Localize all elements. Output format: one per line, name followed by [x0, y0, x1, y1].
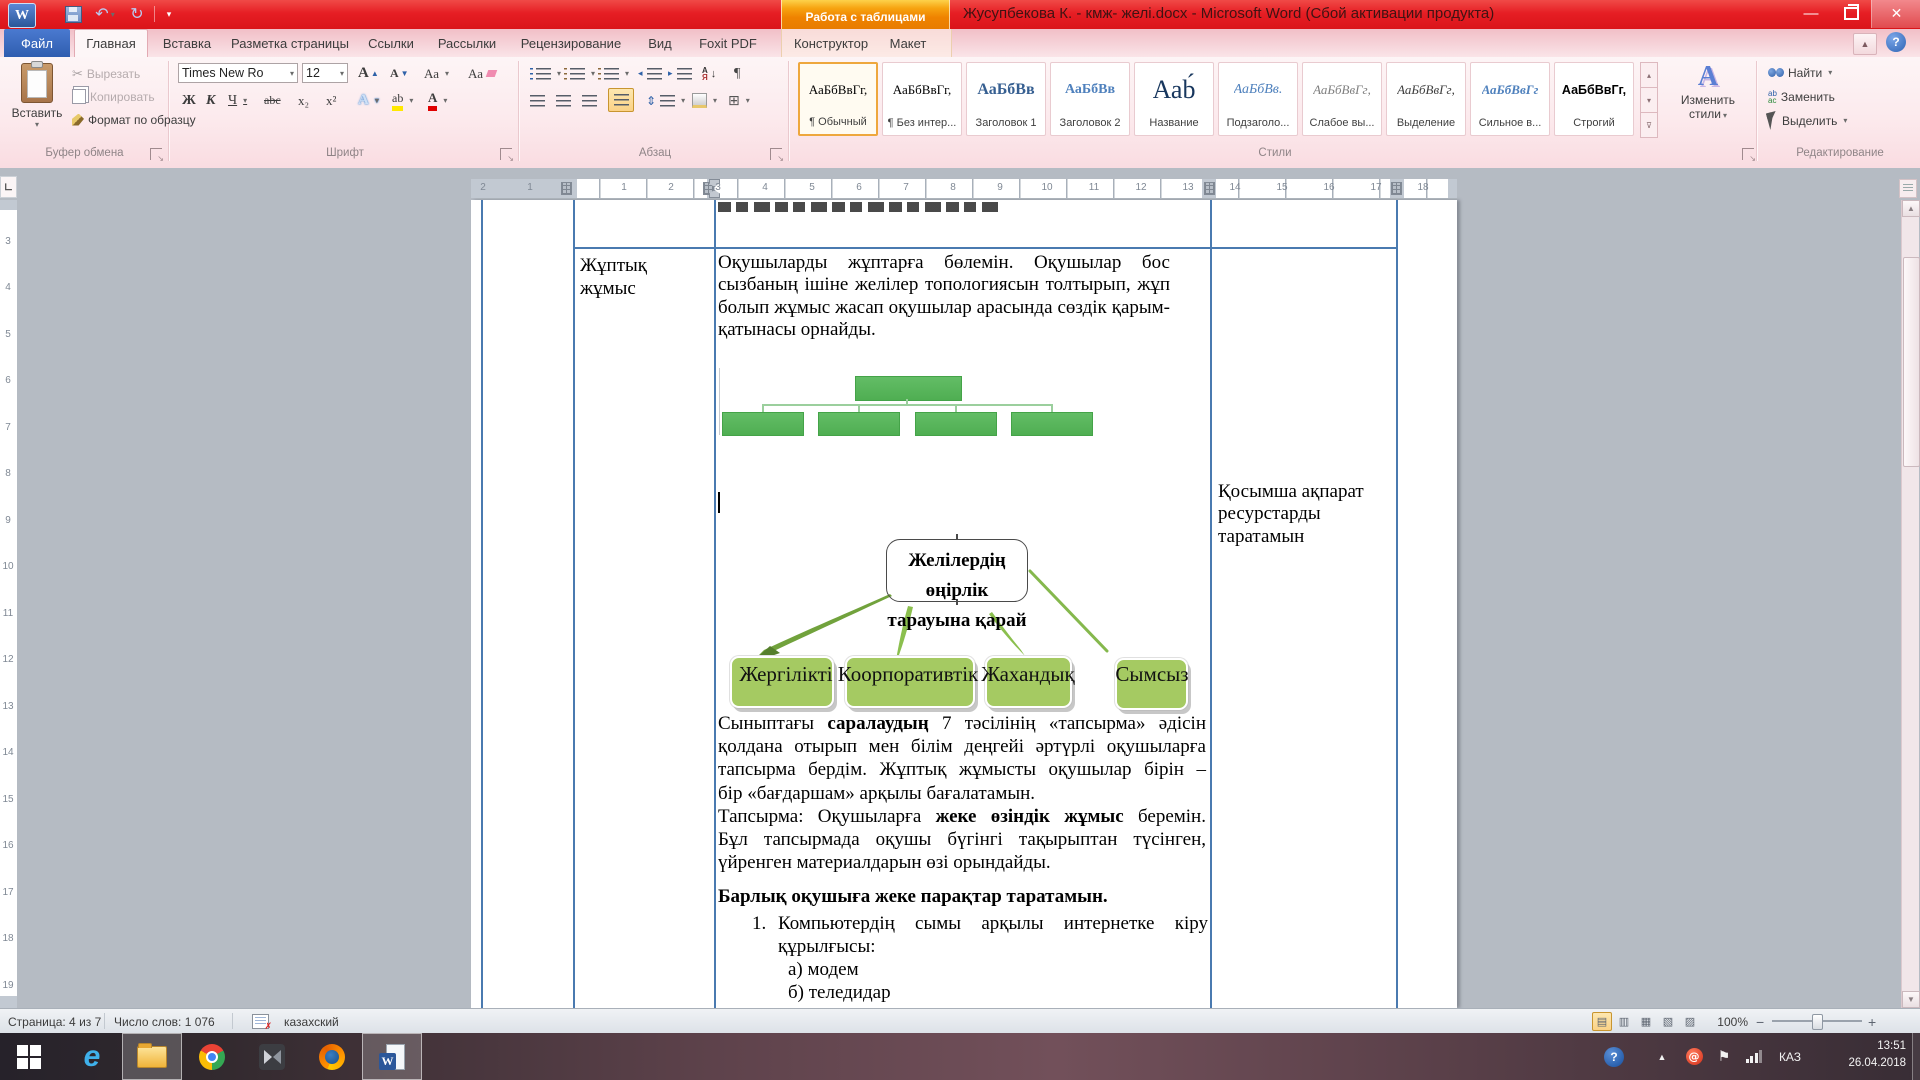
ruler-number: 11: [1088, 182, 1100, 193]
ruler-number: 14: [2, 747, 14, 758]
grow-font-button[interactable]: А ▲: [358, 65, 379, 81]
zoom-slider-thumb[interactable]: [1812, 1014, 1823, 1030]
table-cell-row-label: Жұптық жұмыс: [580, 255, 647, 299]
taskbar: [0, 1033, 1920, 1080]
font-size-combo[interactable]: [302, 63, 348, 83]
align-center-button[interactable]: [556, 90, 571, 111]
view-draft-button[interactable]: ▨: [1684, 1016, 1696, 1028]
italic-button[interactable]: К: [206, 92, 216, 108]
style-sample: АаБбВвГг,: [1397, 82, 1455, 97]
word-icon: W: [379, 1044, 405, 1070]
shading-button[interactable]: [692, 90, 717, 111]
highlight-color-button[interactable]: [392, 90, 413, 111]
tray-flag-icon[interactable]: ⚑: [1717, 1048, 1731, 1064]
multilevel-list-icon: [604, 68, 619, 80]
ribbon-tab-row: [0, 29, 1920, 58]
side-note: [1218, 481, 1393, 548]
style-name: ¶ Обычный: [809, 116, 867, 128]
gallery-scroll-up[interactable]: ▴: [1640, 62, 1658, 88]
eraser-icon: [486, 70, 498, 77]
numbering-icon: [570, 68, 585, 80]
change-styles-button[interactable]: [1664, 61, 1752, 145]
style-name: ¶ Без интер...: [887, 117, 957, 129]
style-name: Сильное в...: [1478, 117, 1542, 129]
subscript-button[interactable]: x₂: [298, 92, 310, 108]
ruler-segment: [1216, 179, 1390, 198]
customize-qat-icon[interactable]: ▾: [166, 8, 172, 19]
tray-language-indicator[interactable]: КАЗ: [1778, 1049, 1802, 1064]
table-column-marker[interactable]: [561, 182, 572, 195]
text-line: Бұл тапсырмада оқушы бүгінгі тақырыптан түсінген,: [718, 829, 1206, 851]
window-title: Жусупбекова К. - кмж- желі.docx - Microsoft Word (Сбой активации продукта): [963, 5, 1495, 22]
clipboard-dialog-launcher[interactable]: [150, 148, 162, 160]
ruler-number: 14: [1229, 182, 1241, 193]
style-card-intense-emphasis[interactable]: [1470, 62, 1550, 136]
contextual-group-label: Работа с таблицами: [805, 10, 926, 24]
group-separator: [518, 61, 519, 161]
org-chart-root-box[interactable]: [855, 376, 962, 401]
cut-icon: ✂: [72, 65, 83, 81]
line-spacing-button[interactable]: ⇕ ▾: [646, 90, 685, 111]
taskbar-explorer-button[interactable]: [122, 1033, 182, 1080]
text-line: таратамын: [1218, 525, 1305, 547]
language-indicator[interactable]: казахский: [284, 1014, 339, 1029]
font-family-combo[interactable]: [178, 63, 298, 83]
taskbar-ie-button[interactable]: [62, 1033, 122, 1080]
font-dialog-launcher[interactable]: [500, 148, 512, 160]
org-chart-child-box[interactable]: [1011, 412, 1093, 436]
restore-button[interactable]: [1831, 0, 1871, 26]
ruler-number: 4: [5, 282, 11, 293]
select-label: Выделить: [1782, 113, 1838, 128]
view-web-button[interactable]: ▦: [1640, 1016, 1652, 1028]
highlight-label: ab: [392, 91, 403, 111]
ruler-number: 3: [5, 236, 11, 247]
org-chart-connector: [762, 404, 1052, 406]
tray-clock[interactable]: [1826, 1038, 1906, 1076]
smartart-shape-tick: [956, 534, 958, 540]
copy-icon: [72, 89, 86, 104]
status-separator: [104, 1013, 105, 1029]
chrome-icon: [199, 1044, 225, 1070]
org-chart-child-box[interactable]: [915, 412, 997, 436]
ruler-number: 18: [2, 933, 14, 944]
list-subitem-b: б) теледидар: [788, 982, 891, 1003]
tray-help-icon[interactable]: ?: [1600, 1033, 1628, 1080]
style-card-emphasis[interactable]: [1386, 62, 1466, 136]
sort-b: Я: [702, 72, 708, 82]
text-line: болып жұмыс жасап оқушылар арасында сөздік қарым-: [718, 296, 1170, 318]
ruler-number: 9: [5, 515, 11, 526]
numbered-list: [752, 912, 1208, 1004]
ruler-number: 2: [668, 182, 674, 193]
list-number: 1.: [752, 913, 767, 934]
ribbon: [0, 57, 1920, 169]
smartart-label-local: Жергілікті: [739, 662, 833, 686]
text-line: Оқушыларды жұптарға бөлемін. Оқушылар бос: [718, 252, 1170, 273]
ruler-number: 10: [1041, 182, 1053, 193]
find-icon: [1768, 68, 1784, 77]
view-fullscreen-button[interactable]: ▥: [1618, 1016, 1630, 1028]
embedded-image-edge: [719, 368, 720, 435]
ruler-number: 8: [5, 468, 11, 479]
close-button[interactable]: ✕: [1871, 0, 1920, 28]
org-chart-connector: [955, 404, 957, 412]
tray-hidden-icons-arrow[interactable]: ▲: [1657, 1051, 1667, 1062]
group-separator: [788, 61, 789, 161]
text-line: үйренген материалдарын өзі орындайды.: [718, 852, 1051, 874]
increase-indent-button[interactable]: ▸: [668, 63, 692, 84]
replace-button[interactable]: ab ac Заменить: [1768, 88, 1835, 105]
view-outline-button[interactable]: ▧: [1662, 1016, 1674, 1028]
scrollbar-thumb[interactable]: [1903, 257, 1920, 467]
style-name: Слабое вы...: [1309, 117, 1375, 129]
change-styles-label2: стили ▾: [1664, 107, 1752, 121]
borders-icon: ⊞: [728, 92, 740, 108]
tray-agent-icon[interactable]: @: [1682, 1033, 1706, 1080]
app-icon-dark: [259, 1044, 285, 1070]
select-icon: [1766, 111, 1780, 130]
table-border: [1396, 200, 1398, 1008]
style-card-no-spacing[interactable]: [882, 62, 962, 136]
justify-icon: [614, 94, 629, 106]
list-text: құрылғысы:: [778, 936, 876, 957]
view-print-layout-button[interactable]: ▤: [1592, 1012, 1612, 1031]
scroll-down-arrow[interactable]: ▼: [1902, 991, 1920, 1008]
taskbar-chrome-button[interactable]: [182, 1033, 242, 1080]
ruler-number: 9: [997, 182, 1003, 193]
decrease-indent-icon: [647, 68, 662, 80]
tab-insert[interactable]: Вставка: [162, 35, 212, 51]
collapse-ribbon-icon[interactable]: ▲: [1853, 33, 1877, 55]
windows-logo-icon: [17, 1045, 41, 1069]
sort-a: А: [702, 65, 708, 75]
line-spacing-icon: [660, 95, 675, 107]
tab-page-layout[interactable]: Разметка страницы: [231, 35, 349, 51]
smartart-label-corporate: Коорпоративтік: [837, 662, 979, 686]
styles-group-label: Стили: [1258, 147, 1292, 159]
show-marks-button[interactable]: ¶: [734, 65, 741, 81]
find-label: Найти: [1788, 65, 1823, 80]
horizontal-ruler: [471, 179, 1457, 198]
style-name: Заголовок 1: [975, 117, 1037, 129]
paste-icon: [21, 63, 53, 103]
org-chart-child-box[interactable]: [818, 412, 900, 436]
ruler-number: 17: [2, 887, 14, 898]
ruler-number: 13: [1182, 182, 1194, 193]
replace-label: Заменить: [1780, 89, 1835, 104]
style-sample: АаБбВв: [977, 81, 1035, 98]
ruler-number: 11: [2, 608, 14, 619]
taskbar-firefox-button[interactable]: [302, 1033, 362, 1080]
ruler-number: 15: [1276, 182, 1288, 193]
ruler-number: 12: [2, 654, 14, 665]
paragraph-group-label: Абзац: [638, 147, 672, 159]
style-card-title[interactable]: [1134, 62, 1214, 136]
justify-button[interactable]: [608, 88, 634, 112]
paragraph-pair-work: [718, 252, 1170, 342]
format-painter-label: Формат по образцу: [88, 112, 196, 127]
tab-references[interactable]: Ссылки: [368, 35, 414, 51]
ruler-segment: [715, 179, 1202, 198]
format-painter-button[interactable]: [72, 109, 196, 130]
table-column-marker[interactable]: [1391, 182, 1402, 195]
ruler-number: 4: [762, 182, 768, 193]
multilevel-list-button[interactable]: [598, 63, 629, 84]
page-indicator[interactable]: Страница: 4 из 7: [8, 1014, 102, 1029]
org-chart-connector: [1051, 404, 1053, 412]
change-styles-label1: Изменить: [1680, 93, 1736, 107]
format-painter-icon: [72, 114, 84, 126]
contextual-tab-group-header: [781, 0, 950, 29]
align-right-icon: [582, 95, 597, 107]
smartart-title-line2: тарауына қарай: [887, 610, 1027, 631]
find-button[interactable]: [1768, 62, 1832, 83]
ruler-number: 10: [2, 561, 14, 572]
style-sample: АаБбВвГг,: [1313, 82, 1371, 97]
style-name: Название: [1149, 117, 1199, 129]
redo-icon[interactable]: ↻: [130, 6, 144, 23]
text-line: қолдана отырып мен білім деңгейі әртүрлі оқушыларға: [718, 736, 1206, 758]
vertical-scrollbar[interactable]: [1901, 200, 1919, 1008]
numbering-button[interactable]: [564, 63, 595, 84]
org-chart-connector: [858, 404, 860, 412]
list-item: [752, 912, 1208, 935]
org-chart-connector: [762, 404, 764, 412]
copy-label: Копировать: [90, 89, 155, 104]
bullets-icon: [536, 68, 551, 80]
ruler-number: 5: [5, 329, 11, 340]
paste-button[interactable]: [10, 61, 64, 145]
tab-selector-box[interactable]: ∟: [0, 176, 17, 198]
editing-group-label: Редактирование: [1796, 147, 1884, 159]
borders-button[interactable]: [728, 90, 750, 111]
style-name: Заголовок 2: [1059, 117, 1121, 129]
clipboard-group-label: Буфер обмена: [45, 147, 124, 159]
smartart-title-line1: Желілердің өңірлік: [908, 550, 1006, 601]
zoom-out-button[interactable]: −: [1756, 1013, 1765, 1030]
undo-icon[interactable]: ↶ ▾: [90, 4, 120, 24]
style-name: Строгий: [1573, 117, 1615, 129]
style-sample: АаБбВвГг,: [1561, 83, 1627, 97]
text-line: Сыныптағы саралаудың 7 тәсілінің «тапсырма» әдісін: [718, 713, 1206, 734]
style-sample: АаБбВвГг: [1481, 82, 1539, 97]
tab-table-design[interactable]: Конструктор: [793, 35, 869, 51]
proofing-icon[interactable]: [252, 1013, 269, 1030]
tab-file[interactable]: Файл: [4, 29, 70, 57]
ruler-number: 5: [809, 182, 815, 193]
copy-button[interactable]: [72, 86, 155, 107]
clear-formatting-label: Аа: [468, 65, 483, 81]
ruler-number: 18: [1417, 182, 1429, 193]
word-count[interactable]: Число слов: 1 076: [114, 1014, 215, 1029]
style-card-subtle-emphasis[interactable]: [1302, 62, 1382, 136]
tab-review[interactable]: Рецензирование: [520, 35, 622, 51]
bold-button[interactable]: Ж: [182, 92, 196, 108]
taskbar-app-button[interactable]: [242, 1033, 302, 1080]
ruler-number: 6: [856, 182, 862, 193]
sort-button[interactable]: А Я ↓: [702, 65, 717, 82]
start-button[interactable]: [0, 1033, 58, 1080]
ruler-number: 1: [527, 182, 533, 193]
clear-formatting-button[interactable]: [468, 63, 496, 84]
styles-dialog-launcher[interactable]: [1742, 148, 1754, 160]
qat-separator: [154, 6, 155, 22]
style-sample: Ааb́: [1152, 75, 1196, 104]
text-line: тапсырма бердім. Жұптық жұмысты оқушылар бірін –: [718, 759, 1206, 781]
tray-network-icon[interactable]: [1742, 1033, 1766, 1080]
scroll-up-arrow[interactable]: ▲: [1902, 200, 1920, 217]
text-line: ресурстарды: [1218, 503, 1321, 525]
style-card-strict[interactable]: [1554, 62, 1634, 136]
grow-font-label: А: [358, 65, 369, 81]
word-app-icon[interactable]: W: [8, 3, 36, 28]
show-desktop-button[interactable]: [1912, 1033, 1920, 1080]
table-column-marker[interactable]: [1204, 182, 1215, 195]
ruler-number: 6: [5, 375, 11, 386]
smartart-label-global: Жахандық: [981, 662, 1075, 686]
group-separator: [1756, 61, 1757, 161]
zoom-level[interactable]: 100%: [1717, 1014, 1748, 1029]
style-name: Подзаголо...: [1226, 117, 1290, 129]
text-line: Қосымша ақпарат: [1218, 481, 1364, 502]
text-line: бір «бағдаршам» арқылы бағалатамын.: [718, 782, 1036, 804]
save-icon[interactable]: [62, 5, 84, 24]
cut-label: Вырезать: [86, 66, 141, 81]
smartart-title: [886, 546, 1028, 636]
zoom-in-button[interactable]: +: [1868, 1013, 1877, 1030]
text-cursor: [718, 492, 720, 513]
ruler-toggle-button[interactable]: [1899, 179, 1917, 198]
font-group-label: Шрифт: [326, 147, 364, 159]
ruler-number: 12: [1135, 182, 1147, 193]
style-sample: АаБбВвГг,: [892, 82, 952, 97]
strikethrough-button[interactable]: abc: [264, 93, 281, 107]
paragraph-differentiation: [718, 712, 1206, 874]
increase-indent-icon: [677, 68, 692, 80]
change-styles-icon: А: [1697, 61, 1719, 92]
shading-icon: [692, 93, 707, 108]
ruler-number: 19: [2, 980, 14, 991]
tab-mailings[interactable]: Рассылки: [437, 35, 497, 51]
align-right-button[interactable]: [582, 90, 597, 111]
internet-explorer-icon: e: [83, 1039, 101, 1073]
title-bar: [0, 0, 1920, 29]
firefox-icon: [319, 1044, 345, 1070]
document-area: [0, 168, 1920, 1008]
style-name: Выделение: [1396, 117, 1456, 129]
paste-label: Вставить: [11, 106, 63, 120]
style-sample: АаБбВв.: [1233, 82, 1283, 97]
signal-bars-icon: [1746, 1050, 1763, 1063]
style-sample: АаБбВв: [1064, 82, 1116, 97]
ruler-number: 15: [2, 794, 14, 805]
ruler-number: 1: [621, 182, 627, 193]
align-center-icon: [556, 95, 571, 107]
select-button[interactable]: [1768, 110, 1847, 131]
clipped-text-fragment: [718, 202, 1002, 212]
style-card-heading2[interactable]: [1050, 62, 1130, 136]
bullets-button[interactable]: [530, 63, 561, 84]
font-color-button[interactable]: [428, 90, 447, 111]
ruler-number: 7: [903, 182, 909, 193]
ruler-number: 13: [2, 701, 14, 712]
ruler-number: 2: [480, 182, 486, 193]
ruler-number: 16: [2, 840, 14, 851]
ruler-number: 16: [1323, 182, 1335, 193]
status-bar: [0, 1008, 1920, 1033]
gallery-expand[interactable]: ⊽: [1640, 113, 1658, 138]
table-border: [573, 200, 575, 1008]
text-line: Тапсырма: Оқушыларға жеке өзіндік жұмыс беремін.: [718, 805, 1206, 827]
ruler-number: 7: [5, 422, 11, 433]
help-icon[interactable]: ?: [1886, 32, 1906, 52]
smartart-label-wireless: Сымсыз: [1115, 662, 1189, 686]
ruler-number: 3: [715, 182, 721, 193]
font-family-value: Times New Ro: [182, 66, 264, 80]
ruler-number: 8: [950, 182, 956, 193]
paste-dropdown-arrow: ▾: [34, 120, 39, 129]
align-left-icon: [530, 95, 545, 107]
style-card-subtitle[interactable]: [1218, 62, 1298, 136]
tab-table-layout[interactable]: Макет: [889, 35, 927, 51]
style-card-heading1[interactable]: [966, 62, 1046, 136]
font-size-value: 12: [306, 66, 320, 80]
superscript-button[interactable]: x²: [326, 92, 337, 108]
list-text: Компьютердің сымы арқылы интернетке кіру: [778, 913, 1208, 934]
minimize-button[interactable]: —: [1803, 4, 1819, 22]
text-line: қатынасы орнайды.: [718, 319, 876, 341]
clock-time: 13:51: [1877, 1040, 1906, 1052]
shrink-font-button[interactable]: А ▼: [390, 66, 409, 80]
org-chart-child-box[interactable]: [722, 412, 804, 436]
change-case-label: Аа: [424, 65, 439, 81]
clock-date: 26.04.2018: [1848, 1057, 1906, 1069]
status-separator: [232, 1013, 233, 1029]
paragraph-dialog-launcher[interactable]: [770, 148, 782, 160]
table-border: [481, 200, 483, 1008]
underline-button[interactable]: Ч ▾: [228, 90, 247, 111]
styles-gallery-scrollbar: [1640, 62, 1658, 136]
ruler-segment: [577, 179, 707, 198]
cut-button[interactable]: [72, 63, 140, 84]
change-case-button[interactable]: [424, 63, 449, 84]
file-explorer-icon: [137, 1046, 167, 1068]
tab-home[interactable]: Главная: [74, 29, 148, 57]
vertical-ruler: [0, 200, 17, 1008]
align-left-button[interactable]: [530, 90, 545, 111]
tab-foxit-pdf[interactable]: Foxit PDF: [699, 35, 757, 51]
text-line: сызбаның ішіне желілер топологиясын толтырып, жұп: [718, 274, 1170, 296]
shrink-font-label: А: [390, 66, 399, 80]
paragraph-bold-line: Барлық оқушыға жеке парақтар таратамын.: [718, 886, 1108, 907]
style-sample: АаБбВвГг,: [808, 82, 868, 97]
table-row-border: [573, 247, 1397, 249]
text-effects-button[interactable]: А ▾: [358, 90, 379, 111]
tab-view[interactable]: Вид: [648, 35, 672, 51]
taskbar-word-button[interactable]: [362, 1033, 422, 1080]
decrease-indent-button[interactable]: ◂: [638, 63, 662, 84]
ruler-number: 17: [1370, 182, 1382, 193]
style-card-normal[interactable]: [798, 62, 878, 136]
font-color-label: А: [428, 90, 437, 111]
list-subitem-a: а) модем: [788, 959, 859, 980]
gallery-scroll-down[interactable]: ▾: [1640, 88, 1658, 113]
